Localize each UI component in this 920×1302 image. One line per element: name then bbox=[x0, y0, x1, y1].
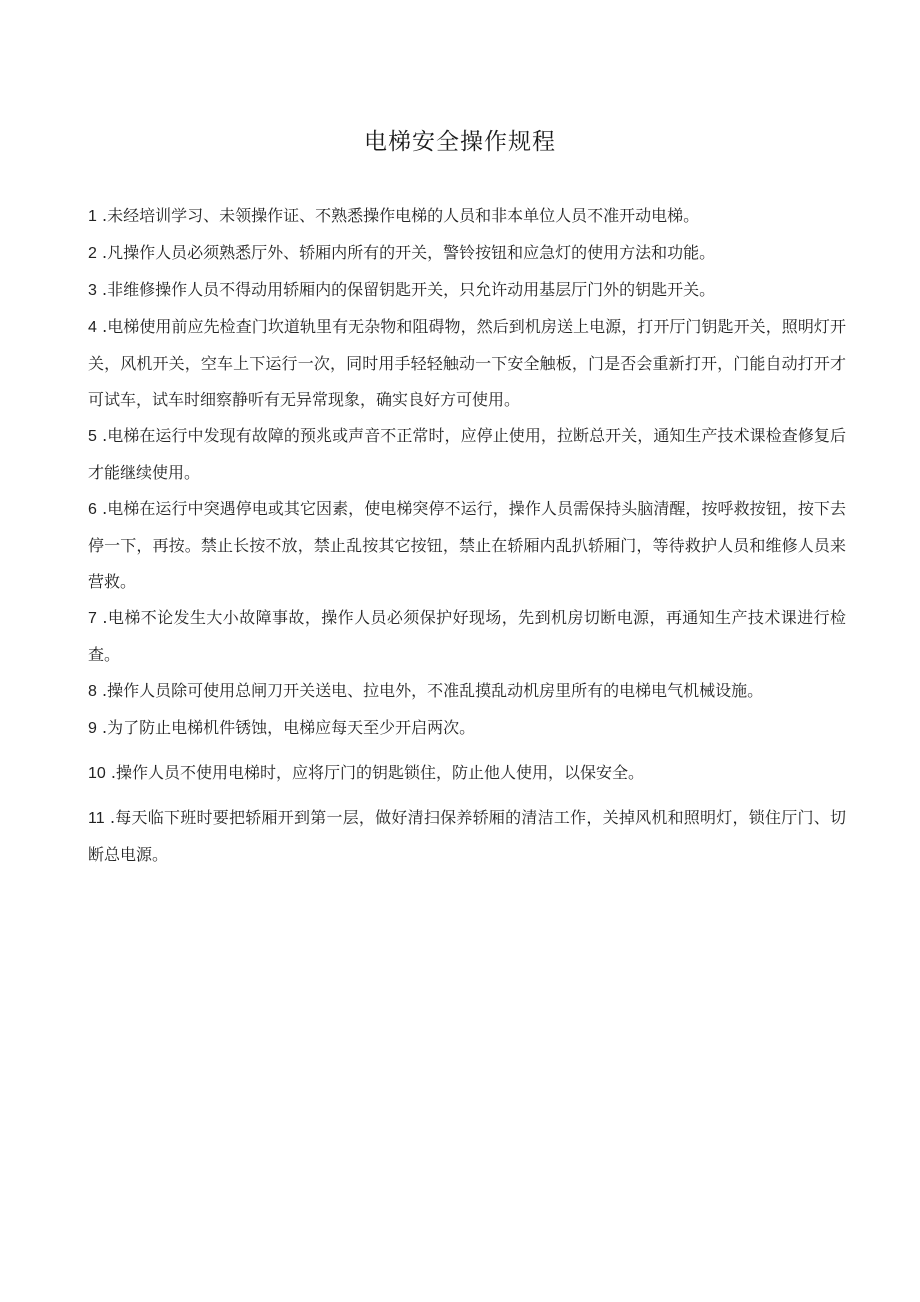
item-text: .电梯不论发生大小故障事故，操作人员必须保护好现场，先到机房切断电源，再通知生产技术课进行检查。 bbox=[88, 608, 846, 664]
item-text: .电梯在运行中发现有故障的预兆或声音不正常时，应停止使用，拉断总开关，通知生产技术课检查修复后才能继续使用。 bbox=[88, 426, 846, 482]
item-number: 5 bbox=[88, 428, 97, 445]
document-title: 电梯安全操作规程 bbox=[364, 129, 556, 155]
list-item-9 bbox=[88, 710, 846, 747]
item-text: .未经培训学习、未领操作证、不熟悉操作电梯的人员和非本单位人员不准开动电梯。 bbox=[102, 206, 700, 225]
item-number: 4 bbox=[88, 319, 97, 336]
item-number: 6 bbox=[88, 501, 97, 518]
document-body bbox=[88, 198, 846, 873]
item-text: .凡操作人员必须熟悉厅外、轿厢内所有的开关，警铃按钮和应急灯的使用方法和功能。 bbox=[102, 243, 716, 262]
item-text: .每天临下班时要把轿厢开到第一层，做好清扫保养轿厢的清洁工作，关掉风机和照明灯，锁住厅门、切断总电源。 bbox=[88, 808, 846, 864]
list-item-5 bbox=[88, 418, 846, 491]
list-item-8 bbox=[88, 673, 846, 710]
item-number: 3 bbox=[88, 282, 97, 299]
item-text: .为了防止电梯机件锈蚀，电梯应每天至少开启两次。 bbox=[102, 718, 476, 737]
list-item-2 bbox=[88, 235, 846, 272]
item-text: .电梯使用前应先检查门坎道轨里有无杂物和阻碍物，然后到机房送上电源，打开厅门钥匙开关，照明灯开关，风机开关，空车上下运行一次，同时用手轻轻触动一下安全触板，门是否会重新打开，门能自动打开才可试车，试车时细察静听有无异常现象，确实良好方可使用。 bbox=[88, 317, 846, 409]
item-text: .电梯在运行中突遇停电或其它因素，使电梯突停不运行，操作人员需保持头脑清醒，按呼救按钮，按下去停一下，再按。禁止长按不放，禁止乱按其它按钮，禁止在轿厢内乱扒轿厢门，等待救护人员和维修人员来营救。 bbox=[88, 499, 846, 591]
item-number: 10 bbox=[88, 765, 106, 782]
list-item-11 bbox=[88, 800, 846, 873]
list-item-7 bbox=[88, 600, 846, 673]
list-item-4 bbox=[88, 309, 846, 418]
item-text: .操作人员除可使用总闸刀开关送电、拉电外，不准乱摸乱动机房里所有的电梯电气机械设施。 bbox=[102, 681, 764, 700]
list-item-6 bbox=[88, 491, 846, 600]
item-number: 7 bbox=[88, 610, 97, 627]
item-text: .非维修操作人员不得动用轿厢内的保留钥匙开关，只允许动用基层厅门外的钥匙开关。 bbox=[102, 280, 716, 299]
item-number: 9 bbox=[88, 720, 97, 737]
item-number: 2 bbox=[88, 245, 97, 262]
list-item-3 bbox=[88, 272, 846, 309]
item-number: 1 bbox=[88, 208, 97, 225]
item-number: 8 bbox=[88, 683, 97, 700]
item-text: .操作人员不使用电梯时，应将厅门的钥匙锁住，防止他人使用，以保安全。 bbox=[110, 763, 644, 782]
list-item-1 bbox=[88, 198, 846, 235]
item-number: 11 bbox=[88, 810, 105, 827]
list-item-10 bbox=[88, 755, 846, 792]
